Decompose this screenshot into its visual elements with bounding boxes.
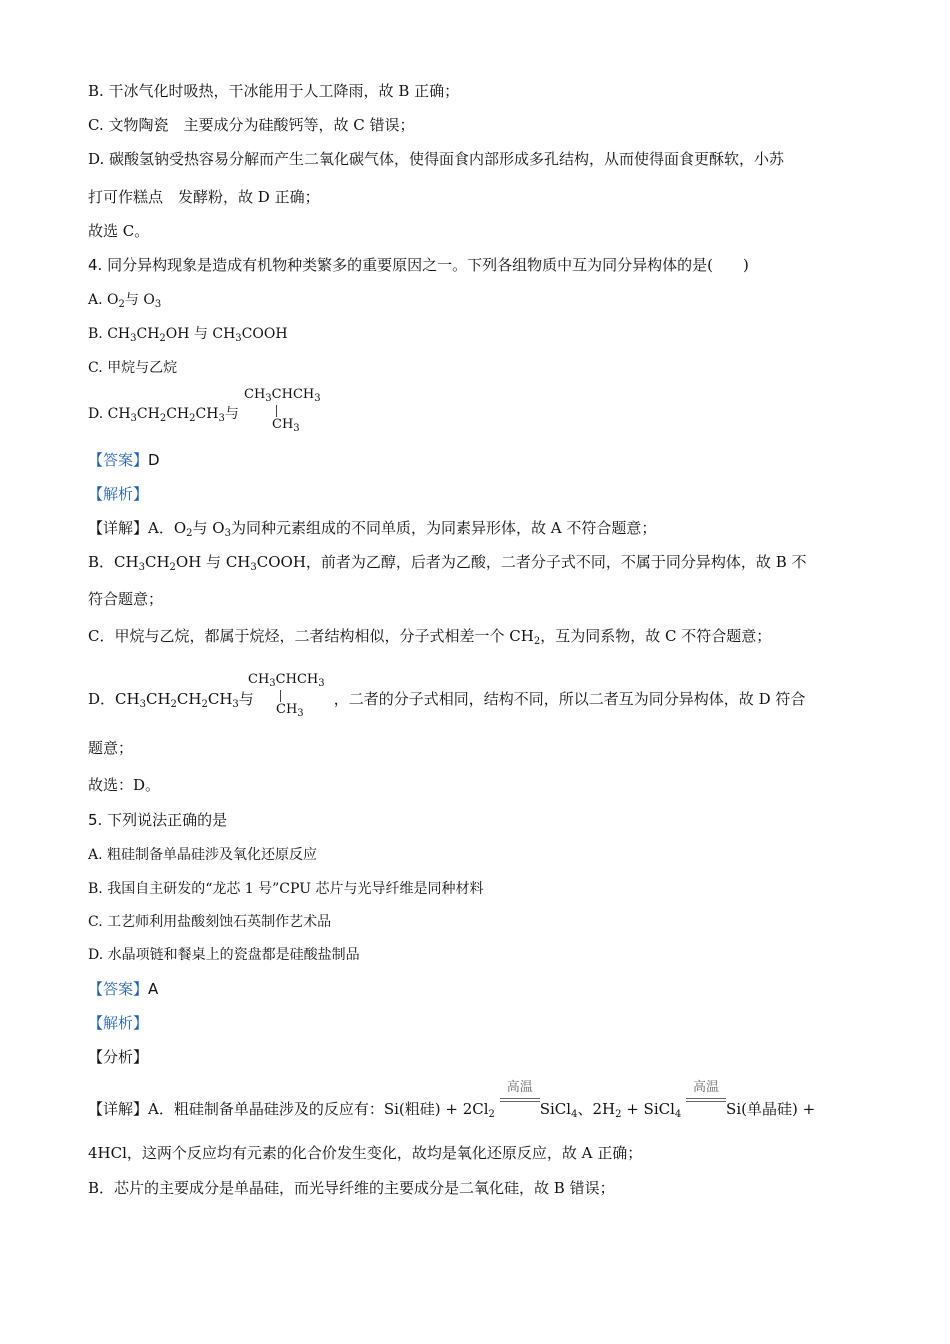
q5-analysis-label: 【解析】 [88,1014,149,1032]
q4-detail-d-line2: 题意； [88,739,134,757]
q5-option-d: D. 水晶项链和餐桌上的瓷盘都是硅酸盐制品 [88,947,360,963]
q4-detail-b-line1: B．$CH_3CH_2OH$ 与 $CH_3COOH$，前者为乙醇，后者为乙酸，二者分子式不同，不属于同分异构体，故 B 不 [88,553,807,573]
isobutane-structure: $CH_3CHCH_3$ $CH_3$ [244,387,321,434]
q5-answer: 【答案】A [88,980,159,998]
q5-detail-a-line2: 4HCl，这两个反应均有元素的化合价发生变化，故均是氧化还原反应，故 A 正确； [88,1144,643,1162]
q4-option-d: D. $CH_3CH_2CH_2CH_3$与 [88,406,239,424]
bond-line [276,405,277,417]
q4-option-a: A. $O_2$与 $O_3$ [88,292,162,310]
q4-analysis-label: 【解析】 [88,485,149,503]
q5-option-b: B. 我国自主研发的“龙芯 1 号”CPU 芯片与光导纤维是同种材料 [88,881,484,897]
q4-option-c: C. 甲烷与乙烷 [88,360,178,376]
prev-choose: 故选 C。 [88,222,150,240]
q4-option-b: B. $CH_3CH_2OH$ 与 $CH_3COOH$ [88,326,288,344]
q4-choose: 故选：D。 [88,776,161,794]
prev-option-b-explanation: B. 干冰气化时吸热，干冰能用于人工降雨，故 B 正确； [88,82,460,100]
q5-number: 5 [88,811,98,829]
q4-answer: 【答案】D [88,451,160,469]
q5-detail-b: B．芯片的主要成分是单晶硅，而光导纤维的主要成分是二氧化硅，故 B 错误； [88,1179,615,1197]
q5-option-c: C. 工艺师利用盐酸刻蚀石英制作艺术品 [88,914,332,930]
q4-detail-c: C．甲烷与乙烷，都属于烷烃，二者结构相似，分子式相差一个 $CH_2$，互为同系物，故 C 不符合题意； [88,627,772,647]
reaction-arrow-high-temp-2: 高温 [686,1094,726,1114]
q5-detail-a-line1: 【详解】A．粗硅制备单晶硅涉及的反应有：Si(粗硅) + $2Cl_2$ 高温 SiCl$_4$、$2H_2$ + SiCl$_4$ 高温 Si(单晶硅) + [88,1080,816,1120]
prev-option-c-explanation: C. 文物陶瓷 主要成分为硅酸钙等，故 C 错误； [88,116,415,134]
q5-fenxi-label: 【分析】 [88,1048,149,1066]
q5-option-a: A. 粗硅制备单晶硅涉及氧化还原反应 [88,847,318,863]
q4-detail-a: 【详解】A．$O_2$与 $O_3$为同种元素组成的不同单质，为同素异形体，故 A 不符合题意； [88,519,657,539]
prev-option-d-explanation-line2: 打可作糕点 发酵粉，故 D 正确； [88,188,320,206]
q5-stem: 5. 下列说法正确的是 [88,811,228,829]
q4-detail-d-line1: D．$CH_3CH_2CH_2CH_3$与 ，二者的分子式相同，结构不同，所以二者互为同分异构体，故 D 符合 [88,690,806,710]
q4-number: 4 [88,256,98,274]
isobutane-structure-detail: $CH_3CHCH_3$ $CH_3$ [248,672,325,719]
q4-stem: 4. 同分异构现象是造成有机物种类繁多的重要原因之一。下列各组物质中互为同分异构体的是( ) [88,256,749,274]
bond-line [280,690,281,702]
q4-detail-b-line2: 符合题意； [88,590,164,608]
prev-option-d-explanation-line1: D. 碳酸氢钠受热容易分解而产生二氧化碳气体，使得面食内部形成多孔结构，从而使得面食更酥软，小苏 [88,150,785,168]
reaction-arrow-high-temp: 高温 [500,1094,540,1114]
